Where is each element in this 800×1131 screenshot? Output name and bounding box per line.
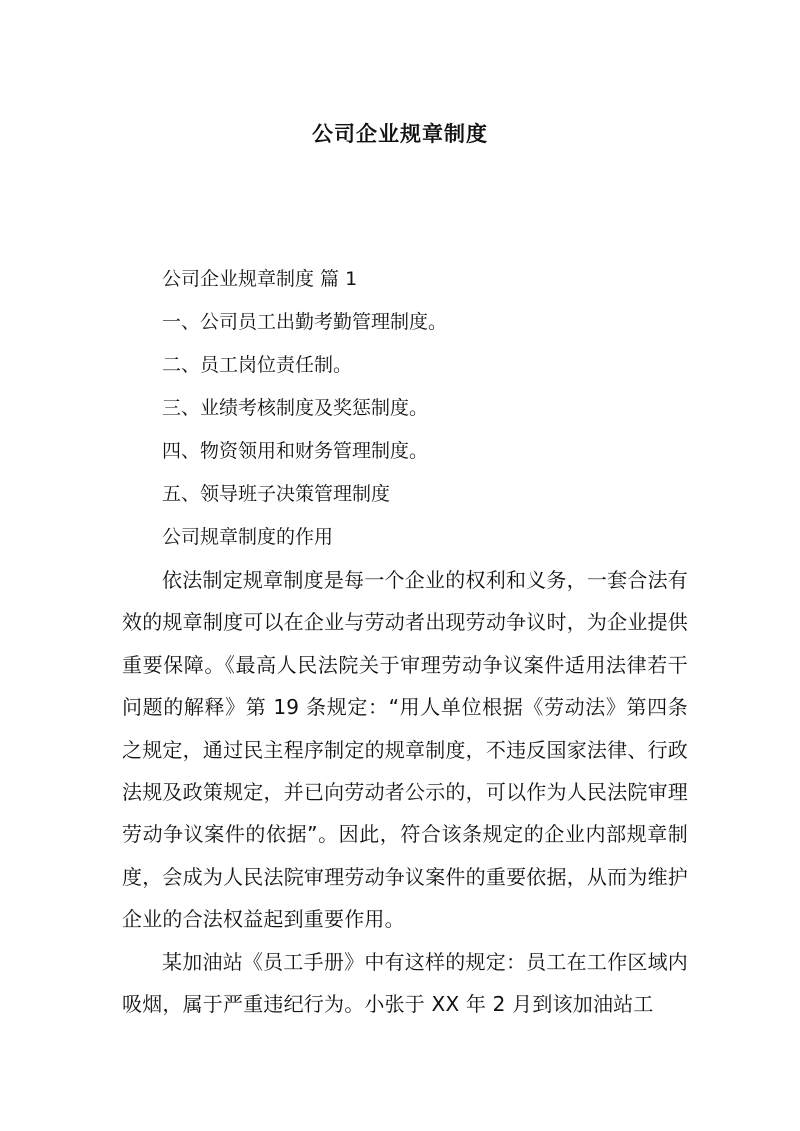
body-paragraph: 某加油站《员工手册》中有这样的规定：员工在工作区域内吸烟，属于严重违纪行为。小张于 XX 年 2 月到该加油站工: [122, 949, 688, 1017]
section-subheading: 公司规章制度的作用: [162, 526, 334, 548]
list-item: 五、领导班子决策管理制度: [162, 483, 391, 505]
list-item: 四、物资领用和财务管理制度。: [162, 440, 429, 462]
list-item: 三、业绩考核制度及奖惩制度。: [162, 397, 429, 419]
document-title: 公司企业规章制度: [312, 122, 488, 146]
section-heading: 公司企业规章制度 篇 1: [162, 268, 358, 290]
list-item: 一、公司员工出勤考勤管理制度。: [162, 311, 448, 333]
list-item: 二、员工岗位责任制。: [162, 354, 353, 376]
body-paragraph: 依法制定规章制度是每一个企业的权利和义务，一套合法有效的规章制度可以在企业与劳动者出现劳动争议时，为企业提供重要保障。《最高人民法院关于审理劳动争议案件适用法律若干问题的解释》第 19 条规定：“用人单位根据《劳动法》第四条之规定，通过民主程序制定的规章制度，不违反国家法律、行政法规及政策规定，并已向劳动者公示的，可以作为人民法院审理劳动争议案件的依据”。因此，符合该条规定的企业内部规章制度，会成为人民法院审理劳动争议案件的重要依据，从而为维护企业的合法权益起到重要作用。: [122, 568, 688, 932]
document-body: [122, 258, 688, 1025]
